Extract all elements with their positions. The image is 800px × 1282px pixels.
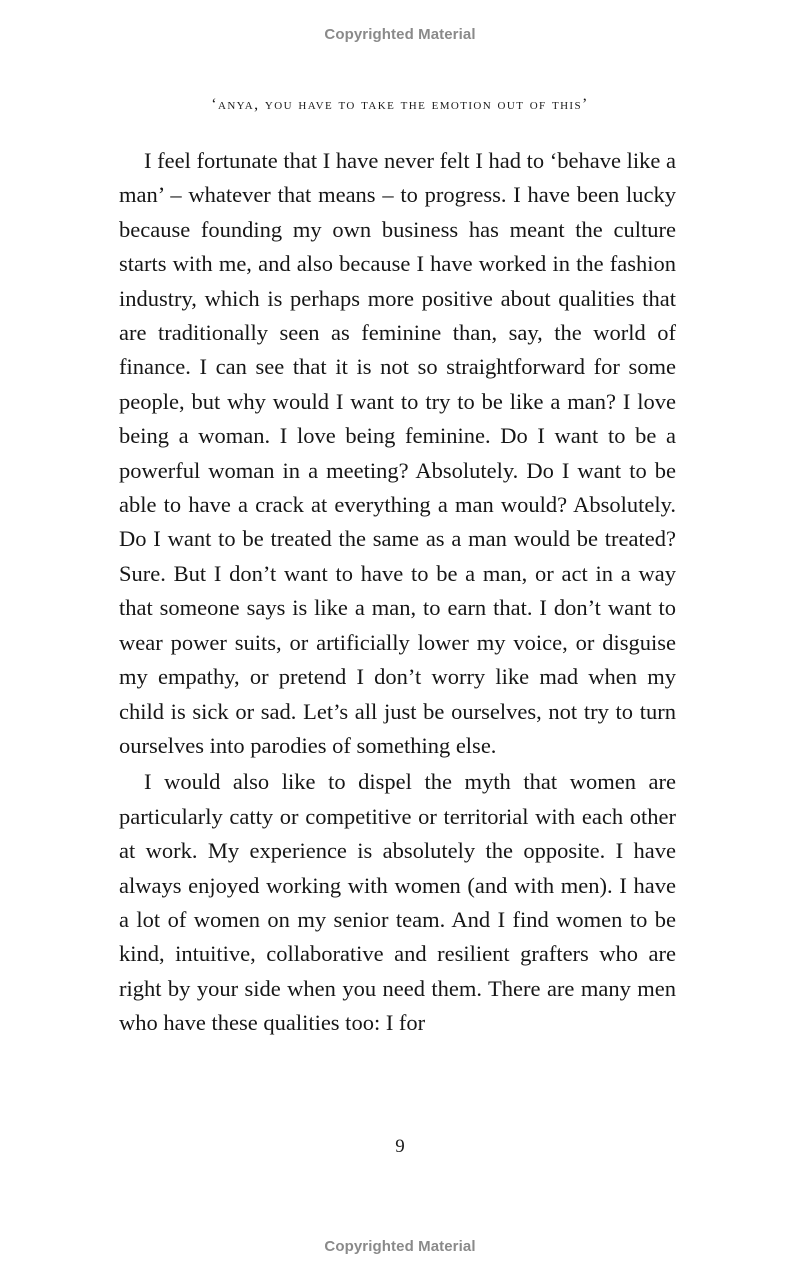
copyright-watermark-top: Copyrighted Material	[324, 26, 476, 43]
body-text	[119, 144, 676, 1041]
page-number: 9	[395, 1136, 405, 1157]
paragraph-1: I feel fortunate that I have never felt I had to ‘behave like a man’ – whatever that means – to progress. I have been lucky because founding my own business has meant the culture starts with me, and also because I have worked in the fashion industry, which is perhaps more positive about qualities that are traditionally seen as feminine than, say, the world of finance. I can see that it is not so straightforward for some people, but why would I want to try to be like a man? I love being a woman. I love being feminine. Do I want to be a powerful woman in a meeting? Absolutely. Do I want to be able to have a crack at everything a man would? Absolutely. Do I want to be treated the same as a man would be treated? Sure. But I don’t want to have to be a man, or act in a way that someone says is like a man, to earn that. I don’t want to wear power suits, or artificially lower my voice, or disguise my empathy, or pretend I don’t worry like mad when my child is sick or sad. Let’s all just be ourselves, not try to turn ourselves into parodies of something else.	[119, 148, 676, 758]
running-head: ‘anya, you have to take the emotion out of this’	[211, 96, 589, 113]
paragraph-2: I would also like to dispel the myth that women are particularly catty or competitive or territorial with each other at work. My experience is absolutely the opposite. I have always enjoyed working with women (and with men). I have a lot of women on my senior team. And I find women to be kind, intuitive, collaborative and resilient grafters who are right by your side when you need them. There are many men who have these qualities too: I for	[119, 769, 676, 1036]
copyright-watermark-bottom: Copyrighted Material	[324, 1238, 476, 1255]
